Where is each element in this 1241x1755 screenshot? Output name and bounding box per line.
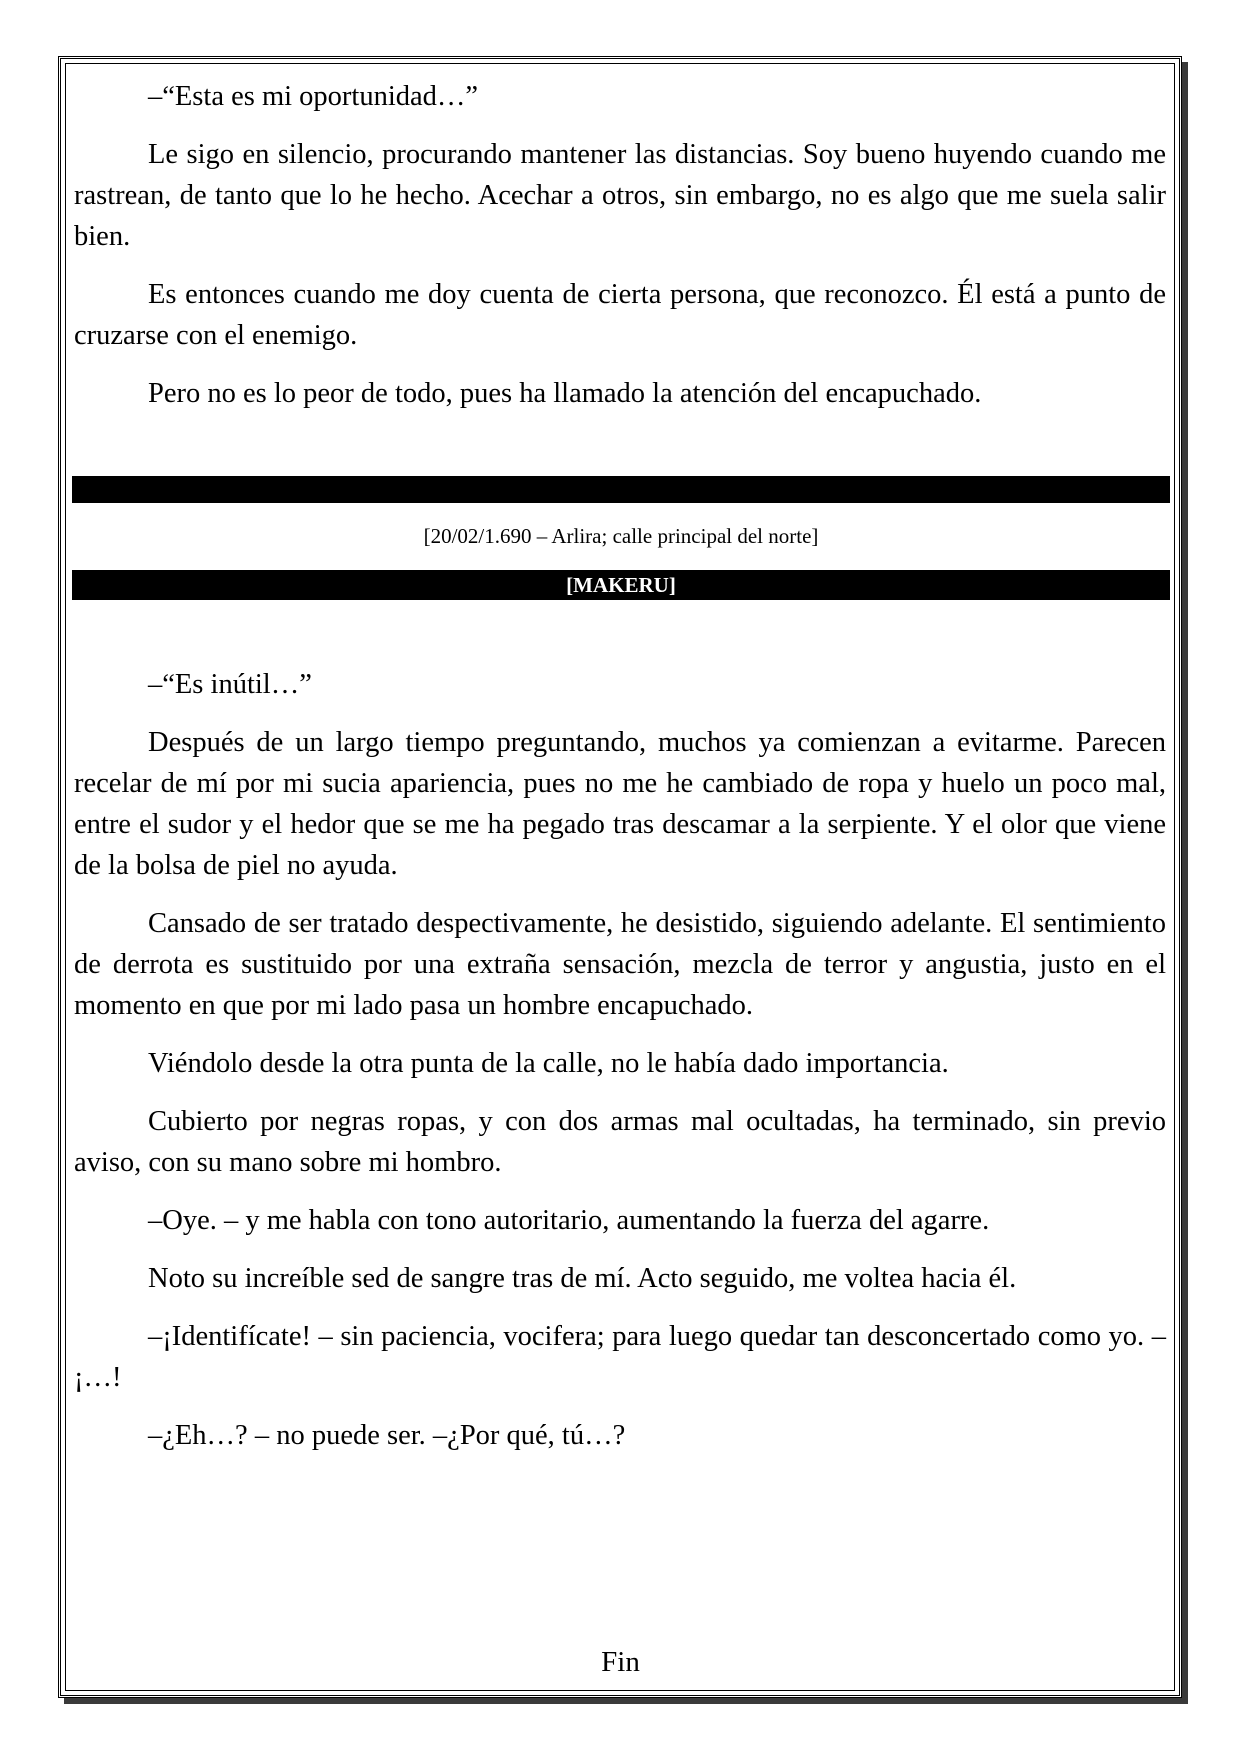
- paragraph: Noto su increíble sed de sangre tras de mí. Acto seguido, me voltea hacia él.: [148, 1263, 1017, 1294]
- paragraph: Después de un largo tiempo preguntando, muchos ya comienzan a evitarme. Parecen recelar de mí por mi sucia apariencia, pues no me he cambiado de ropa y huelo un poco mal, entre el sudor y el hedor que se me ha pegado tras descamar a la serpiente. Y el olor que viene de la bolsa de piel no ayuda.: [74, 727, 1166, 881]
- paragraph: Cansado de ser tratado despectivamente, he desistido, siguiendo adelante. El sentimiento de derrota es sustituido por una extraña sensación, mezcla de terror y angustia, justo en el momento en que por mi lado pasa un hombre encapuchado.: [74, 908, 1166, 1021]
- paragraph: –“Es inútil…”: [148, 669, 312, 700]
- paragraph: Le sigo en silencio, procurando mantener las distancias. Soy bueno huyendo cuando me rastrean, de tanto que lo he hecho. Acechar a otros, sin embargo, no es algo que me suela salir bien.: [74, 139, 1166, 252]
- paragraph: Es entonces cuando me doy cuenta de cierta persona, que reconozco. Él está a punto de cruzarse con el enemigo.: [74, 279, 1166, 351]
- paragraph: –¿Eh…? – no puede ser. –¿Por qué, tú…?: [148, 1420, 626, 1451]
- paragraph: –¡Identifícate! – sin paciencia, vocifera; para luego quedar tan desconcertado como yo. –¡…!: [74, 1321, 1166, 1393]
- paragraph: –“Esta es mi oportunidad…”: [148, 81, 479, 112]
- paragraph: –Oye. – y me habla con tono autoritario, aumentando la fuerza del agarre.: [148, 1205, 990, 1236]
- paragraph: Pero no es lo peor de todo, pues ha llamado la atención del encapuchado.: [148, 378, 982, 409]
- end-label: Fin: [601, 1646, 640, 1678]
- section-one: [74, 76, 1166, 431]
- paragraph: Viéndolo desde la otra punta de la calle, no le había dado importancia.: [148, 1048, 949, 1079]
- scene-divider-bar: [72, 476, 1170, 503]
- scene-header: [20/02/1.690 – Arlira; calle principal del norte]: [423, 524, 819, 548]
- section-two: [74, 664, 1166, 1473]
- paragraph: Cubierto por negras ropas, y con dos armas mal ocultadas, ha terminado, sin previo aviso, con su mano sobre mi hombro.: [74, 1106, 1166, 1178]
- character-label-bar: [MAKERU]: [72, 570, 1170, 600]
